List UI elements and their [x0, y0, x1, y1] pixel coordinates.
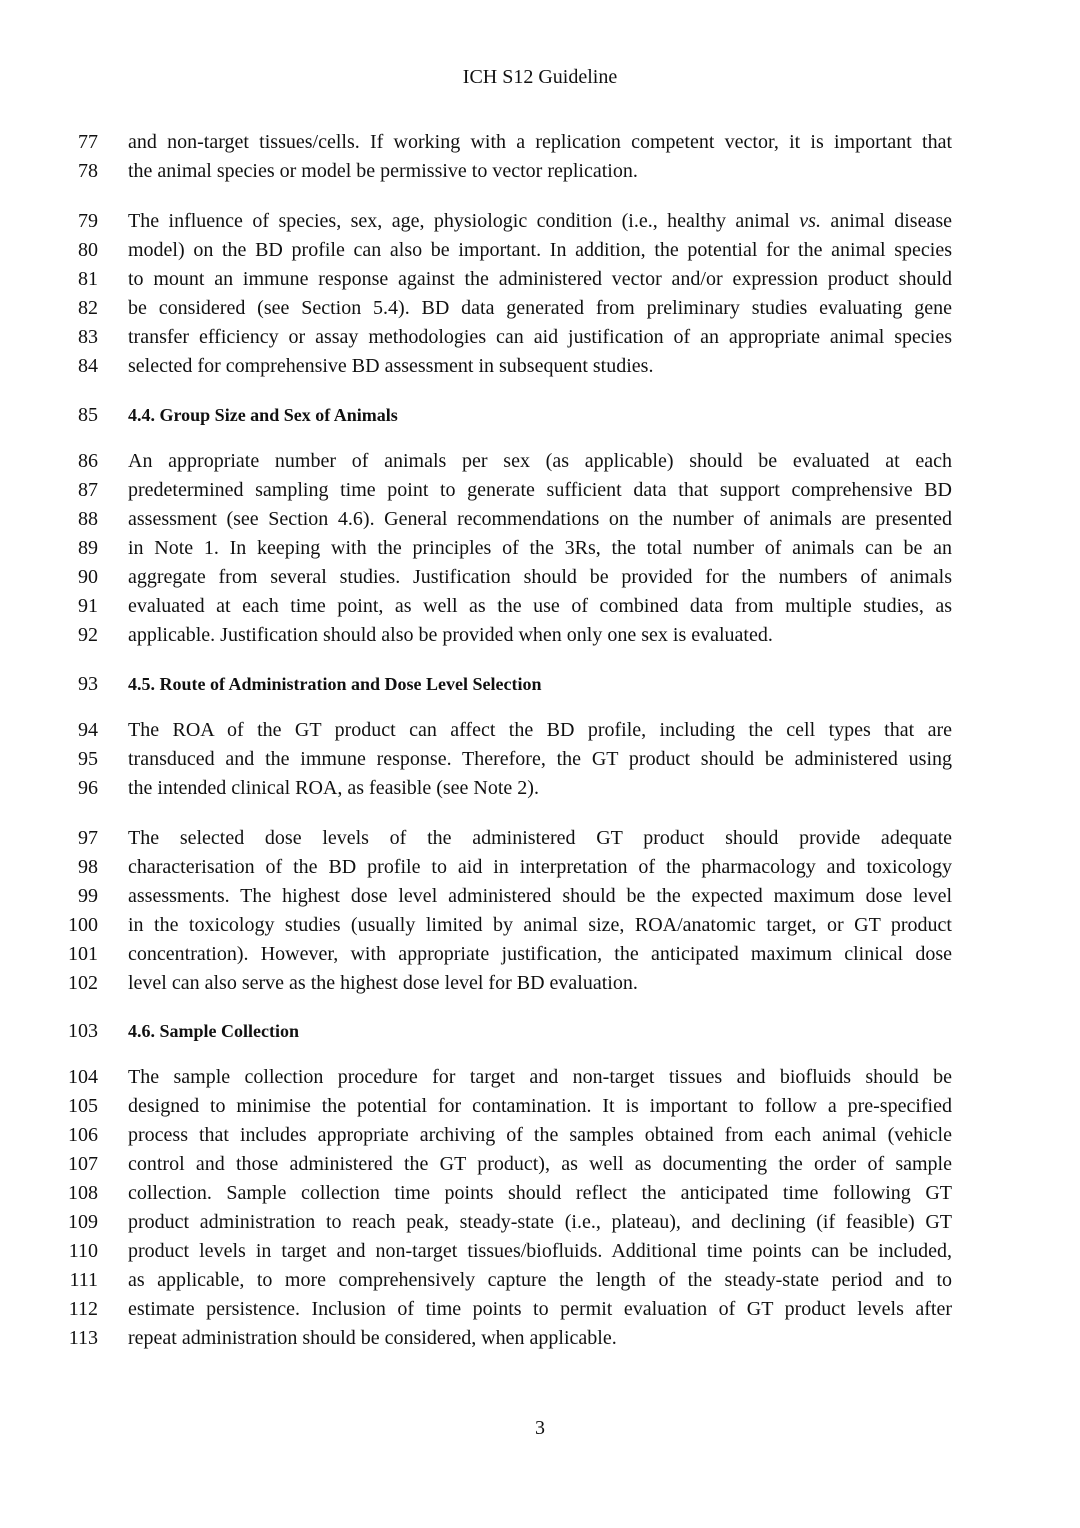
- text-line: The ROA of the GT product can affect the BD profile, including the cell types that are: [128, 719, 952, 741]
- text-line: process that includes appropriate archiving of the samples obtained from each animal (vehicle: [128, 1124, 952, 1146]
- text-line: in Note 1. In keeping with the principles of the 3Rs, the total number of animals can be an: [128, 537, 952, 559]
- text-line: selected for comprehensive BD assessment in subsequent studies.: [128, 355, 654, 377]
- line-number: 100: [68, 914, 98, 936]
- line-number: 86: [78, 450, 98, 472]
- line-number: 83: [78, 326, 98, 348]
- text-line: model) on the BD profile can also be important. In addition, the potential for the animal species: [128, 239, 952, 261]
- text-line: collection. Sample collection time points should reflect the anticipated time following GT: [128, 1182, 952, 1204]
- line-number: 113: [68, 1327, 98, 1349]
- text-line: concentration). However, with appropriate justification, the anticipated maximum clinical dose: [128, 943, 952, 965]
- text-line: the intended clinical ROA, as feasible (see Note 2).: [128, 777, 539, 799]
- line-number: 111: [69, 1269, 98, 1291]
- line-number: 103: [68, 1020, 98, 1042]
- line-number: 80: [78, 239, 98, 261]
- line-number: 108: [68, 1182, 98, 1204]
- text-fragment: The influence of species, sex, age, physiologic condition (i.e., healthy animal: [128, 210, 800, 232]
- line-number: 99: [78, 885, 98, 907]
- text-line: The sample collection procedure for target and non-target tissues and biofluids should be: [128, 1066, 952, 1088]
- text-line: The selected dose levels of the administered GT product should provide adequate: [128, 827, 952, 849]
- line-number: 85: [78, 404, 98, 426]
- line-number: 78: [78, 160, 98, 182]
- line-number: 77: [78, 131, 98, 153]
- text-line: [128, 207, 952, 236]
- text-line: the animal species or model be permissive to vector replication.: [128, 160, 638, 182]
- section-heading: 4.6. Sample Collection: [128, 1021, 299, 1041]
- line-number: 96: [78, 777, 98, 799]
- line-number: 91: [78, 595, 98, 617]
- line-number: 110: [68, 1240, 98, 1262]
- line-number: 92: [78, 624, 98, 646]
- text-line: An appropriate number of animals per sex (as applicable) should be evaluated at each: [128, 450, 952, 472]
- text-line: as applicable, to more comprehensively capture the length of the steady-state period and to: [128, 1269, 952, 1291]
- line-number: 98: [78, 856, 98, 878]
- line-number: 109: [68, 1211, 98, 1233]
- line-number: 104: [68, 1066, 98, 1088]
- line-number: 95: [78, 748, 98, 770]
- line-number: 101: [68, 943, 98, 965]
- line-number: 106: [68, 1124, 98, 1146]
- text-line: product levels in target and non-target tissues/biofluids. Additional time points can be included,: [128, 1240, 952, 1262]
- text-line: product administration to reach peak, steady-state (i.e., plateau), and declining (if feasible) GT: [128, 1211, 952, 1233]
- section-heading: 4.4. Group Size and Sex of Animals: [128, 405, 398, 425]
- text-line: estimate persistence. Inclusion of time points to permit evaluation of GT product levels after: [128, 1298, 952, 1320]
- text-line: level can also serve as the highest dose level for BD evaluation.: [128, 972, 638, 994]
- text-line: assessment (see Section 4.6). General recommendations on the number of animals are presented: [128, 508, 952, 530]
- text-line: transduced and the immune response. Therefore, the GT product should be administered using: [128, 748, 952, 770]
- line-number: 84: [78, 355, 98, 377]
- text-line: characterisation of the BD profile to aid in interpretation of the pharmacology and toxicology: [128, 856, 952, 878]
- line-number: 97: [78, 827, 98, 849]
- text-line: assessments. The highest dose level administered should be the expected maximum dose level: [128, 885, 952, 907]
- text-line: designed to minimise the potential for contamination. It is important to follow a pre-specified: [128, 1095, 952, 1117]
- line-number: 90: [78, 566, 98, 588]
- line-number: 89: [78, 537, 98, 559]
- line-number: 105: [68, 1095, 98, 1117]
- page-number: 3: [535, 1417, 545, 1439]
- text-line: control and those administered the GT product), as well as documenting the order of sample: [128, 1153, 952, 1175]
- text-line: predetermined sampling time point to generate sufficient data that support comprehensive BD: [128, 479, 952, 501]
- text-line: to mount an immune response against the administered vector and/or expression product should: [128, 268, 952, 290]
- line-number: 94: [78, 719, 98, 741]
- running-header: ICH S12 Guideline: [462, 66, 618, 88]
- text-line: evaluated at each time point, as well as the use of combined data from multiple studies, as: [128, 595, 952, 617]
- line-number: 87: [78, 479, 98, 501]
- line-number: 79: [78, 210, 98, 232]
- text-line: repeat administration should be considered, when applicable.: [128, 1327, 617, 1349]
- line-number: 82: [78, 297, 98, 319]
- section-heading: 4.5. Route of Administration and Dose Level Selection: [128, 674, 542, 694]
- line-number: 88: [78, 508, 98, 530]
- line-number: 112: [68, 1298, 98, 1320]
- text-line: in the toxicology studies (usually limited by animal size, ROA/anatomic target, or GT product: [128, 914, 952, 936]
- text-fragment: animal disease: [820, 210, 952, 232]
- text-line: transfer efficiency or assay methodologies can aid justification of an appropriate animal species: [128, 326, 952, 348]
- text-line: be considered (see Section 5.4). BD data generated from preliminary studies evaluating gene: [128, 297, 952, 319]
- text-line: aggregate from several studies. Justification should be provided for the numbers of animals: [128, 566, 952, 588]
- line-number: 81: [78, 268, 98, 290]
- italic-text: vs.: [799, 210, 821, 232]
- text-line: and non-target tissues/cells. If working with a replication competent vector, it is important that: [128, 131, 952, 153]
- text-line: applicable. Justification should also be provided when only one sex is evaluated.: [128, 624, 773, 646]
- line-number: 102: [68, 972, 98, 994]
- line-number: 107: [68, 1153, 98, 1175]
- line-number: 93: [78, 673, 98, 695]
